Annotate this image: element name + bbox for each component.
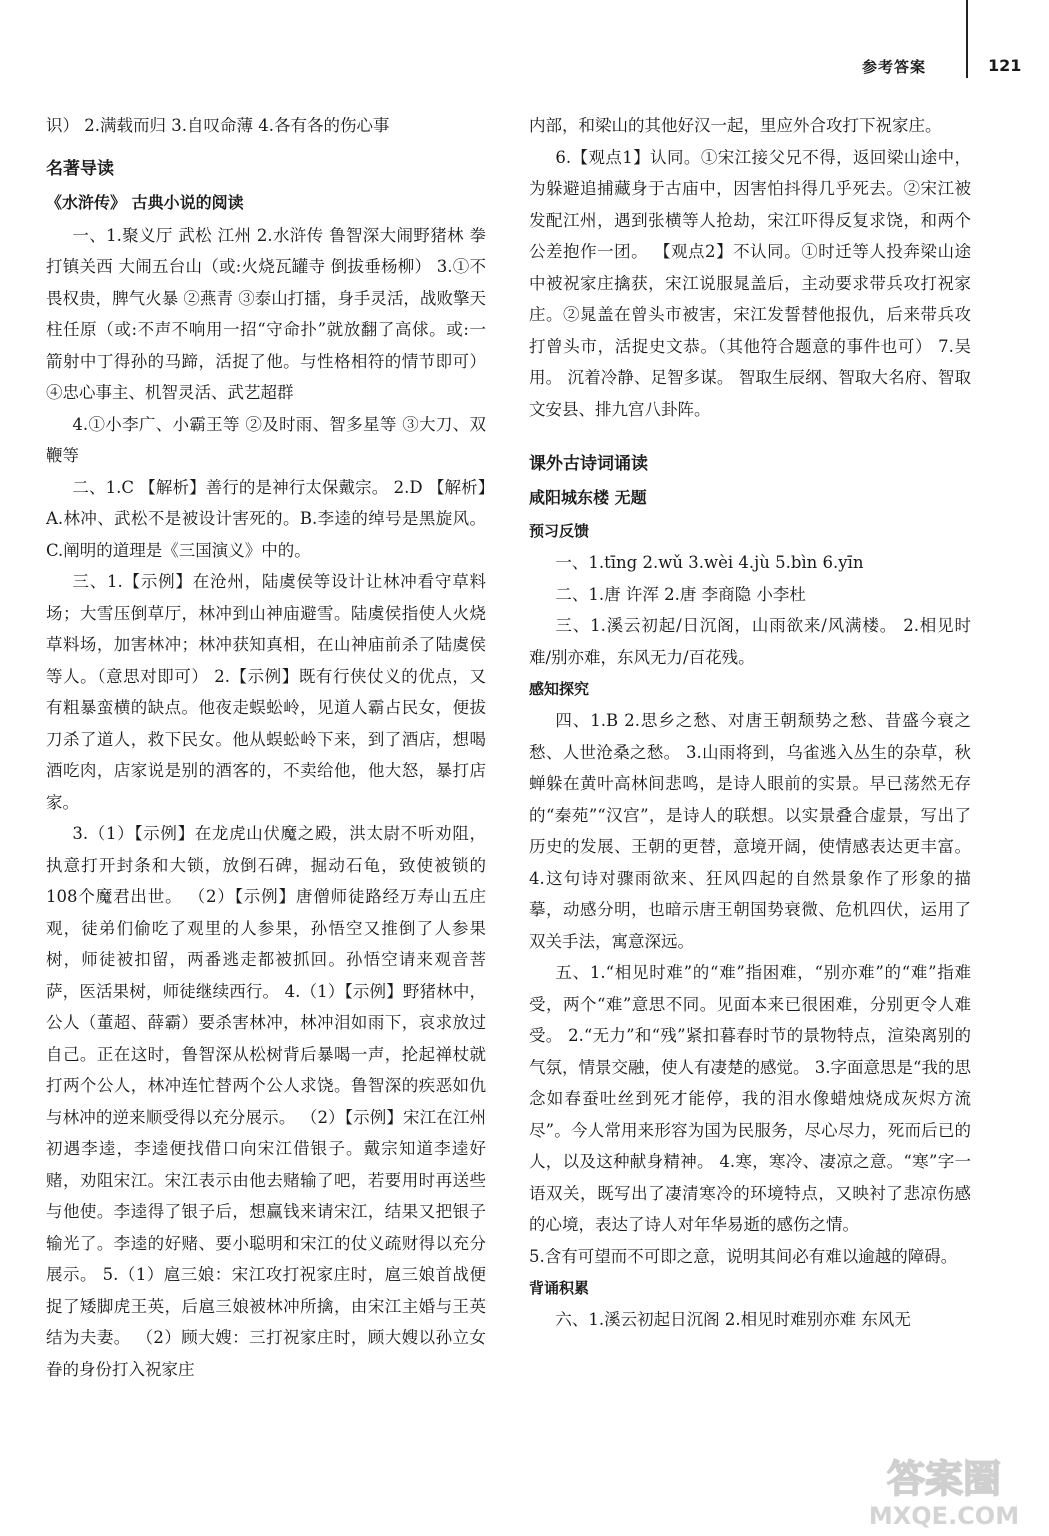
answer-paragraph: 二、1.C 【解析】善行的是神行太保戴宗。 2.D 【解析】A.林冲、武松不是被设计害死的。B.李逵的绰号是黑旋风。C.阐明的道理是《三国演义》中的。: [46, 477, 486, 560]
right-column: [529, 110, 971, 1336]
section-subtitle-poems: 咸阳城东楼 无题: [529, 488, 647, 507]
header-section-label: 参考答案: [862, 58, 927, 76]
answer-paragraph: 一、1.tīng 2.wǔ 3.wèi 4.jù 5.bìn 6.yīn: [555, 553, 864, 572]
left-intro-line: 识） 2.满载而归 3.自叹命薄 4.各有各的伤心事: [46, 116, 390, 135]
watermark-logo: [852, 1450, 1037, 1530]
section-title-classics: 名著导读: [46, 158, 114, 179]
answer-paragraph: 5.含有可望而不可即之意，说明其间必有难以逾越的障碍。: [529, 1246, 958, 1266]
label-perception-explore: 感知探究: [529, 680, 590, 698]
answer-paragraph: 4.①小李广、小霸王等 ②及时雨、智多星等 ③大刀、双鞭等: [46, 414, 486, 465]
answer-paragraph: 3.（1）【示例】在龙虎山伏魔之殿，洪太尉不听劝阻，执意打开封条和大锁，放倒石碑，掘动石龟，致使被锁的108个魔君出世。 （2）【示例】唐僧师徒路经万寿山五庄观，徒弟们偷吃了观里的人参果，孙悟空又推倒了人参果树，师徒被扣留，两番逃走都被抓回。孙悟空请来观音菩萨，医活果树，师徒继续西行。 4.（1）【示例】野猪林中，公人（董超、薛霸）要杀害林冲，林冲泪如雨下，哀求放过自己。正在这时，鲁智深从松树背后暴喝一声，抡起禅杖就打两个公人，林冲连忙替两个公人求饶。鲁智深的疾恶如仇与林冲的逆来顺受得以充分展示。 （2）【示例】宋江在江州初遇李逵，李逵便找借口向宋江借银子。戴宗知道李逵好赌，劝阻宋江。宋江表示由他去赌输了吧，若要用时再送些与他使。李逵得了银子后，想赢钱来请宋江，结果又把银子输光了。李逵的好赌、要小聪明和宋江的仗义疏财得以充分展示。 5.（1）扈三娘：宋江攻打祝家庄时，扈三娘首战便捉了矮脚虎王英，后扈三娘被林冲所擒，由宋江主婚与王英结为夫妻。 （2）顾大嫂：三打祝家庄时，顾大嫂以孙立女眷的身份打入祝家庄: [46, 824, 486, 1379]
left-column: [46, 110, 486, 1385]
header-divider: [966, 0, 968, 78]
answer-paragraph: 一、1.聚义厅 武松 江州 2.水浒传 鲁智深大闹野猪林 拳打镇关西 大闹五台山（或:火烧瓦罐寺 倒拔垂杨柳） 3.①不畏权贵，脾气火暴 ②燕青 ③泰山打擂，身手灵活，战败擎天柱任原（或:不声不响用一招“守命扑”就放翻了高俅。或:一箭射中丁得孙的马蹄，活捉了他。与性格相符的情节即可） ④忠心事主、机智灵活、武艺超群: [46, 225, 486, 402]
answer-paragraph: 三、1.溪云初起/日沉阁，山雨欲来/风满楼。 2.相见时难/别亦难，东风无力/百花残。: [529, 616, 971, 667]
answer-paragraph: 二、1.唐 许浑 2.唐 李商隐 小李杜: [555, 584, 806, 604]
answer-paragraph: 内部，和梁山的其他好汉一起，里应外合攻打下祝家庄。: [529, 116, 942, 135]
label-preview-feedback: 预习反馈: [529, 522, 590, 540]
section-subtitle-shuihu: 《水浒传》 古典小说的阅读: [46, 192, 244, 212]
answer-paragraph: 三、1.【示例】在沧州，陆虞侯等设计让林冲看守草料场；大雪压倒草厅，林冲到山神庙避雪。陆虞侯指使人火烧草料场，加害林冲；林冲获知真相，在山神庙前杀了陆虞侯等人。（意思对即可） 2.【示例】既有行侠仗义的优点，又有粗暴蛮横的缺点。他夜走蜈蚣岭，见道人霸占民女，便拔刀杀了道人，救下民女。他从蜈蚣岭下来，到了酒店，想喝酒吃肉，店家说是别的酒客的，不卖给他，他大怒，暴打店家。: [46, 572, 486, 812]
label-recite-accumulate: 背诵积累: [529, 1279, 590, 1297]
answer-paragraph: 四、1.B 2.思乡之愁、对唐王朝颓势之愁、昔盛今衰之愁、人世沧桑之愁。 3.山雨将到，乌雀逃入丛生的杂草，秋蝉躲在黄叶高林间悲鸣，是诗人眼前的实景。早已荡然无存的“秦苑”“汉宫”，是诗人的联想。以实景叠合虚景，写出了历史的发展、王朝的更替，意境开阔，使情感表达更丰富。 4.这句诗对骤雨欲来、狂风四起的自然景象作了形象的描摹，动感分明，也暗示唐王朝国势衰微、危机四伏，运用了双关手法，寓意深远。: [529, 711, 971, 951]
page-number: 121: [988, 56, 1022, 75]
watermark-title: 答案圈: [886, 1457, 1002, 1501]
answer-paragraph: 五、1.“相见时难”的“难”指困难，“别亦难”的“难”指难受，两个“难”意思不同。见面本来已很困难，分别更令人难受。 2.“无力”和“残”紧扣暮春时节的景物特点，渲染离别的气氛，情景交融，使人有凄楚的感觉。 3.字面意思是“我的思念如春蚕吐丝到死才能停，我的泪水像蜡烛烧成灰烬方流尽”。今人常用来形容为国为民服务，尽心尽力，死而后已的人，以及这种献身精神。 4.寒，寒冷、凄凉之意。“寒”字一语双关，既写出了凄清寒冷的环境特点，又映衬了悲凉伤感的心境，表达了诗人对年华易逝的感伤之情。: [529, 963, 971, 1234]
watermark-domain: MXQE.COM: [868, 1502, 1020, 1530]
watermark-logo-graphic: [852, 1450, 1037, 1530]
answer-paragraph: 6.【观点1】认同。①宋江接父兄不得，返回梁山途中，为躲避追捕藏身于古庙中，因害怕抖得几乎死去。②宋江被发配江州，遇到张横等人抢劫，宋江吓得反复求饶，和两个公差抱作一团。 【观点2】不认同。①时迁等人投奔梁山途中被祝家庄擒获，宋江说服晁盖后，主动要求带兵攻打祝家庄。②晁盖在曾头市被害，宋江发誓替他报仇，后来带兵攻打曾头市，活捉史文恭。（其他符合题意的事件也可） 7.吴用。 沉着冷静、足智多谋。 智取生辰纲、智取大名府、智取文安县、排九宫八卦阵。: [529, 147, 971, 419]
answer-paragraph: 六、1.溪云初起日沉阁 2.相见时难别亦难 东风无: [555, 1310, 911, 1329]
section-title-poetry: 课外古诗词诵读: [529, 454, 648, 474]
